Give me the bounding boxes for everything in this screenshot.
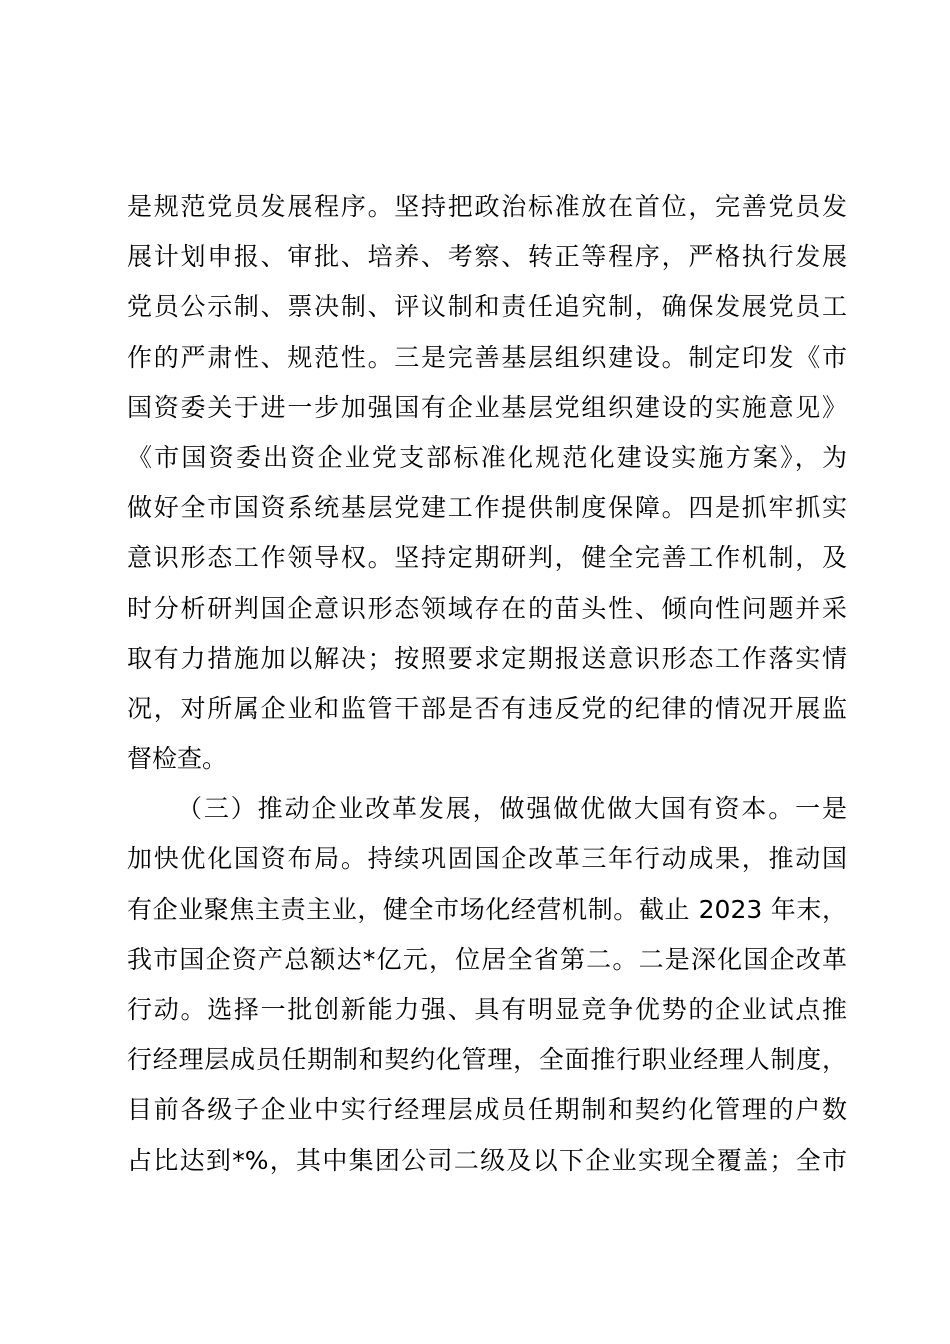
text-line: 我市国企资产总额达*亿元，位居全省第二。二是深化国企改革 [127, 944, 847, 974]
text-line: 加快优化国资布局。持续巩固国企改革三年行动成果，推动国 [127, 844, 847, 874]
text-line: 行动。选择一批创新能力强、具有明显竞争优势的企业试点推 [127, 995, 847, 1024]
text-line: 党员公示制、票决制、评议制和责任追究制，确保发展党员工 [127, 292, 847, 322]
text-line: 时分析研判国企意识形态领域存在的苗头性、倾向性问题并采 [127, 593, 847, 623]
text-line: 国资委关于进一步加强国有企业基层党组织建设的实施意见》 [127, 392, 847, 422]
text-line: 做好全市国资系统基层党建工作提供制度保障。四是抓牢抓实 [127, 493, 847, 523]
text-line: 况，对所属企业和监管干部是否有违反党的纪律的情况开展监 [127, 693, 847, 723]
text-line: 展计划申报、审批、培养、考察、转正等程序，严格执行发展 [127, 242, 847, 272]
text-line: 有企业聚焦主责主业，健全市场化经营机制。截止 2023 年末， [127, 894, 847, 924]
text-line: 督检查。 [127, 744, 228, 774]
text-line: 意识形态工作领导权。坚持定期研判，健全完善工作机制，及 [127, 543, 847, 573]
text-line: 取有力措施加以解决；按照要求定期报送意识形态工作落实情 [127, 643, 847, 673]
text-line: 《市国资委出资企业党支部标准化规范化建设实施方案》，为 [127, 442, 847, 472]
section-heading-line: （三）推动企业改革发展，做强做优做大国有资本。一是 [177, 794, 847, 824]
text-line: 目前各级子企业中实行经理层成员任期制和契约化管理的户数 [127, 1095, 847, 1125]
text-line: 行经理层成员任期制和契约化管理，全面推行职业经理人制度， [127, 1045, 847, 1075]
body-text [127, 182, 847, 1186]
text-line: 是规范党员发展程序。坚持把政治标准放在首位，完善党员发 [127, 192, 847, 221]
text-line: 占比达到*%，其中集团公司二级及以下企业实现全覆盖；全市 [127, 1145, 847, 1175]
text-line: 作的严肃性、规范性。三是完善基层组织建设。制定印发《市 [127, 342, 847, 372]
